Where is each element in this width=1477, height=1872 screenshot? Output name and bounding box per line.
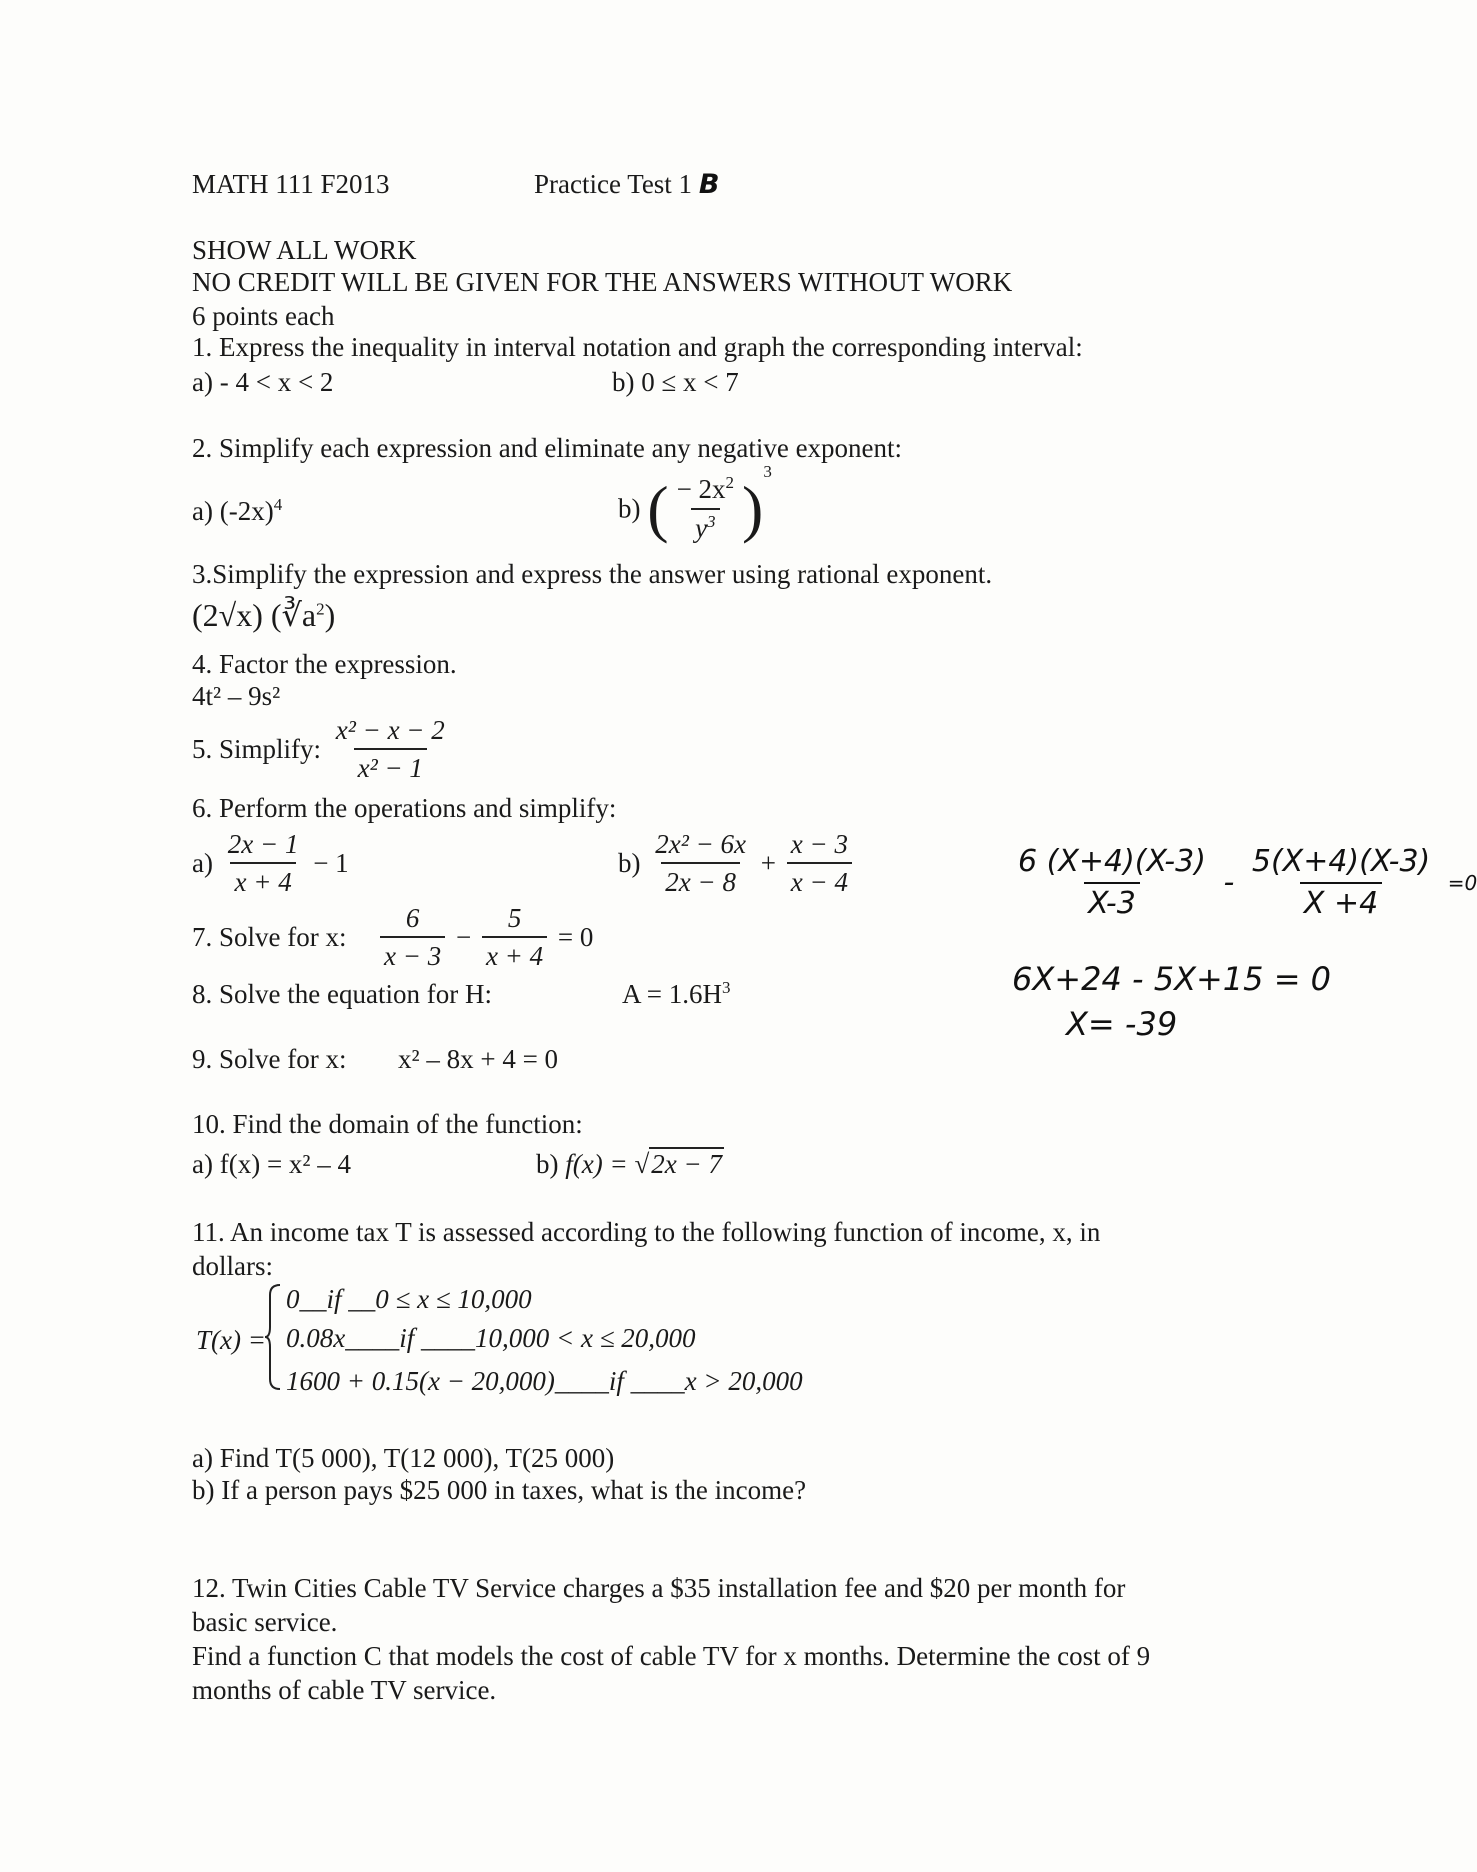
q12-line-3: Find a function C that models the cost of cable TV for x months. Determine the cost of 9 — [192, 1641, 1151, 1671]
q8-label: 8. Solve the equation for H: — [192, 979, 492, 1009]
q2-a-exponent: 4 — [273, 495, 283, 514]
q2-a-base: a) (-2x) — [192, 496, 274, 526]
q10-prompt: 10. Find the domain of the function: — [192, 1109, 583, 1139]
q2-part-b — [618, 462, 772, 544]
q8-exponent: 3 — [721, 978, 731, 997]
q10-part-a: a) f(x) = x² – 4 — [192, 1149, 352, 1179]
hand-equals-zero: =0 — [1447, 871, 1477, 895]
q4-expression: 4t² – 9s² — [192, 681, 281, 711]
q5-label: 5. Simplify: — [192, 734, 322, 765]
test-title-text: Practice Test 1 — [534, 169, 693, 199]
q9-equation: x² – 8x + 4 = 0 — [398, 1044, 559, 1074]
q7-expression — [192, 902, 593, 973]
q2-b-left-paren: ( — [647, 472, 669, 544]
q1-part-a: a) - 4 < x < 2 — [192, 367, 334, 397]
q2-b-num-exp: 2 — [725, 473, 735, 493]
q2-b-label: b) — [618, 493, 641, 524]
q3-left-factor: (2√x) — [192, 597, 263, 633]
q10-b-label: b) — [536, 1149, 559, 1179]
hand-numerator-1: 6 (X+4)(X-3) — [1018, 844, 1206, 879]
q1-prompt: 1. Express the inequality in interval notation and graph the corresponding interval: — [192, 332, 1083, 362]
q2-b-den-exp: 3 — [707, 511, 716, 531]
q3-right-factor: (∛a — [270, 597, 317, 633]
q2-b-outer-exp: 3 — [763, 462, 772, 481]
q11-case-1: 0__if __0 ≤ x ≤ 10,000 — [286, 1284, 532, 1314]
q7-numerator-2: 5 — [507, 903, 522, 933]
course-code: MATH 111 F2013 — [192, 169, 390, 199]
q6-a-tail: − 1 — [313, 848, 349, 879]
q6-b-numerator-2: x − 3 — [790, 829, 848, 859]
test-version: B — [698, 169, 720, 200]
q6-b-denominator-2: x − 4 — [787, 862, 852, 898]
q6-part-a — [192, 828, 349, 899]
q3-right-exp: 2 — [316, 599, 325, 619]
handwritten-work — [1010, 844, 1477, 922]
q6-prompt: 6. Perform the operations and simplify: — [192, 793, 617, 823]
q6-a-numerator: 2x − 1 — [227, 829, 299, 859]
q10-b-radicand: 2x − 7 — [651, 1149, 722, 1179]
hand-denominator-1: X-3 — [1084, 882, 1140, 922]
instruction-points: 6 points each — [192, 301, 335, 331]
q6-b-denominator-1: 2x − 8 — [661, 862, 740, 898]
q10-b-function: f(x) = √ — [565, 1149, 650, 1179]
q6-a-denominator: x + 4 — [230, 862, 295, 898]
q3-right-close: ) — [324, 597, 336, 633]
q4-prompt: 4. Factor the expression. — [192, 649, 457, 679]
q11-brace — [264, 1283, 282, 1391]
test-title — [534, 168, 719, 201]
q2-part-a — [192, 495, 282, 527]
q2-prompt: 2. Simplify each expression and eliminate any negative exponent: — [192, 433, 903, 463]
q5-numerator: x² − x − 2 — [335, 715, 445, 745]
q12-line-2: basic service. — [192, 1607, 338, 1637]
q7-denominator-2: x + 4 — [482, 936, 547, 972]
q8-equation — [622, 978, 730, 1010]
q11-line-2: dollars: — [192, 1251, 273, 1281]
q5-fraction — [332, 714, 449, 785]
q11-line-1: 11. An income tax T is assessed according to the following function of income, x, in — [192, 1217, 1101, 1247]
q5-expression — [192, 714, 453, 785]
q7-label: 7. Solve for x: — [192, 922, 347, 953]
q7-fraction-1 — [380, 902, 445, 973]
q6-part-b — [618, 828, 856, 899]
q7-operator: − — [455, 922, 472, 953]
instruction-no-credit: NO CREDIT WILL BE GIVEN FOR THE ANSWERS WITHOUT WORK — [192, 267, 1013, 297]
q1-part-b: b) 0 ≤ x < 7 — [612, 367, 739, 397]
q6-a-fraction — [224, 828, 303, 899]
q7-numerator-1: 6 — [405, 903, 420, 933]
q2-b-right-paren: ) — [742, 472, 764, 544]
q11-part-b: b) If a person pays $25 000 in taxes, what is the income? — [192, 1475, 807, 1505]
hand-fraction-1 — [1014, 844, 1210, 922]
q3-expression — [192, 596, 335, 634]
q6-b-label: b) — [618, 848, 641, 879]
q7-denominator-1: x − 3 — [380, 936, 445, 972]
hand-fraction-2 — [1248, 844, 1434, 922]
q11-case-3: 1600 + 0.15(x − 20,000)____if ____x > 20,000 — [286, 1366, 803, 1396]
instruction-show-work: SHOW ALL WORK — [192, 235, 417, 265]
q7-tail: = 0 — [557, 922, 594, 953]
q6-b-operator: + — [760, 848, 777, 879]
q6-a-label: a) — [192, 848, 213, 879]
q5-denominator: x² − 1 — [354, 748, 427, 784]
handwritten-line-2: 6X+24 - 5X+15 = 0 — [1012, 960, 1332, 998]
q6-b-fraction-1 — [651, 828, 750, 899]
q8-equation-text: A = 1.6H — [622, 979, 722, 1009]
q2-b-numerator: − 2x — [676, 474, 726, 505]
q9-label: 9. Solve for x: — [192, 1044, 347, 1074]
hand-numerator-2: 5(X+4)(X-3) — [1251, 844, 1431, 879]
q11-part-a: a) Find T(5 000), T(12 000), T(25 000) — [192, 1443, 615, 1473]
hand-minus: - — [1223, 865, 1235, 900]
q11-case-2: 0.08x____if ____10,000 < x ≤ 20,000 — [286, 1323, 696, 1353]
handwritten-line-3: X= -39 — [1066, 1005, 1178, 1043]
q2-b-fraction — [673, 473, 738, 544]
q2-b-denominator: y — [695, 512, 708, 543]
q3-prompt: 3.Simplify the expression and express the answer using rational exponent. — [192, 559, 993, 589]
q12-line-1: 12. Twin Cities Cable TV Service charges a $35 installation fee and $20 per month for — [192, 1573, 1126, 1603]
q7-fraction-2 — [482, 902, 547, 973]
hand-denominator-2: X +4 — [1300, 882, 1382, 922]
q10-part-b — [536, 1148, 724, 1180]
q11-lhs: T(x) = — [196, 1325, 266, 1355]
q6-b-numerator-1: 2x² − 6x — [655, 829, 747, 859]
q6-b-fraction-2 — [787, 828, 852, 899]
q12-line-4: months of cable TV service. — [192, 1675, 497, 1705]
